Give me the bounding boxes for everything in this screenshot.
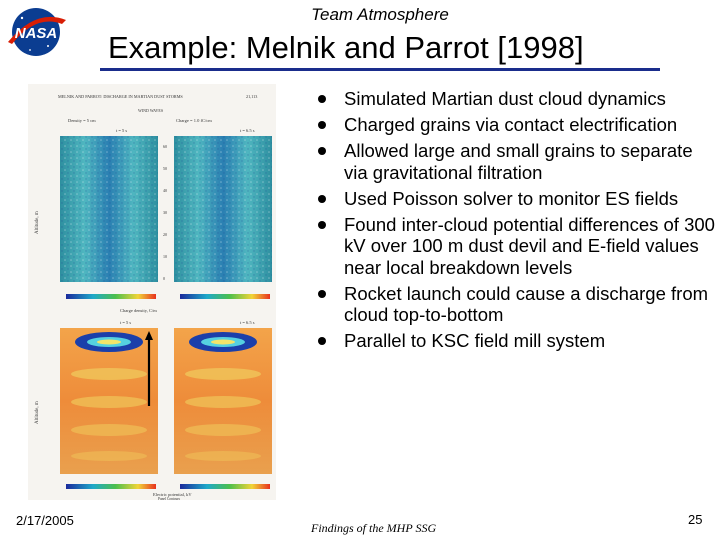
bullet-text: Found inter-cloud potential differences of 300 kV over 100 m dust devil and E-field values near local breakdown levels [344, 213, 715, 278]
charge-density-axis-label: Charge density, C/m [120, 308, 157, 313]
time-label-bottom-right: t = 6.5 s [240, 320, 255, 325]
tick-top-3: 30 [163, 210, 167, 215]
simulation-figure [28, 84, 276, 500]
figure-page-ref: 21,113 [246, 94, 258, 99]
page-number: 25 [688, 512, 703, 527]
footer-source: Findings of the MHP SSG [311, 521, 437, 535]
bullet-list [315, 88, 715, 356]
tick-top-5: 10 [163, 254, 167, 259]
color-scale-bottom-right [180, 484, 270, 489]
bullet-text: Parallel to KSC field mill system [344, 330, 606, 351]
slide-title: Example: Melnik and Parrot [1998] [108, 30, 584, 65]
tick-top-6: 0 [163, 276, 165, 281]
bullet-dot [318, 95, 326, 103]
title-underline [100, 68, 660, 71]
figure-density: Density = 5 cm [68, 118, 96, 123]
bullet-dot [318, 147, 326, 155]
bullet-item [315, 283, 715, 326]
bullet-item [315, 140, 715, 183]
color-scale-bottom-left [66, 484, 156, 489]
bullet-dot [318, 337, 326, 345]
altitude-label-bottom: Altitude, m [35, 401, 40, 424]
bullet-dot [318, 221, 326, 229]
bullet-dot [318, 290, 326, 298]
bullet-dot [318, 121, 326, 129]
bullet-text: Used Poisson solver to monitor ES fields [344, 187, 679, 209]
time-label-top-left: t = 5 s [116, 128, 128, 133]
bullet-item [315, 214, 715, 279]
tick-top-2: 40 [163, 188, 167, 193]
header-subtitle: Team Atmosphere [311, 5, 449, 24]
bullet-dot [318, 195, 326, 203]
color-scale-top-left [66, 294, 156, 299]
logo-wordmark: NASA [14, 25, 58, 42]
figure-caption: MELNIK AND PARROT: DISCHARGE IN MARTIAN DUST STORMS [58, 94, 183, 99]
time-label-top-right: t = 6.5 s [240, 128, 255, 133]
potential-axis-label: Electric potential, kV [153, 492, 192, 497]
bullet-text: Simulated Martian dust cloud dynamics [344, 88, 666, 109]
time-label-bottom-left: t = 5 s [120, 320, 132, 325]
bullet-text: Allowed large and small grains to separate via gravitational filtration [344, 140, 693, 183]
color-scale-top-right [180, 294, 270, 299]
bullet-item [315, 188, 715, 210]
tick-top-0: 60 [163, 144, 167, 149]
figure-charge: Charge = 1.0 fC/cm [176, 118, 212, 123]
bullet-text: Charged grains via contact electrification [344, 114, 678, 135]
panel-contours-label: Panel Contours [158, 497, 181, 500]
bullet-text: Rocket launch could cause a discharge from cloud top-to-bottom [344, 282, 709, 325]
bullet-item [315, 330, 715, 352]
bullet-item [315, 114, 715, 136]
footer-date: 2/17/2005 [16, 513, 74, 528]
altitude-label-top: Altitude, m [35, 211, 40, 234]
bullet-item [315, 88, 715, 110]
tick-top-4: 20 [163, 232, 167, 237]
figure-wind-label: WIND WAVES [138, 108, 164, 113]
tick-top-1: 50 [163, 166, 167, 171]
